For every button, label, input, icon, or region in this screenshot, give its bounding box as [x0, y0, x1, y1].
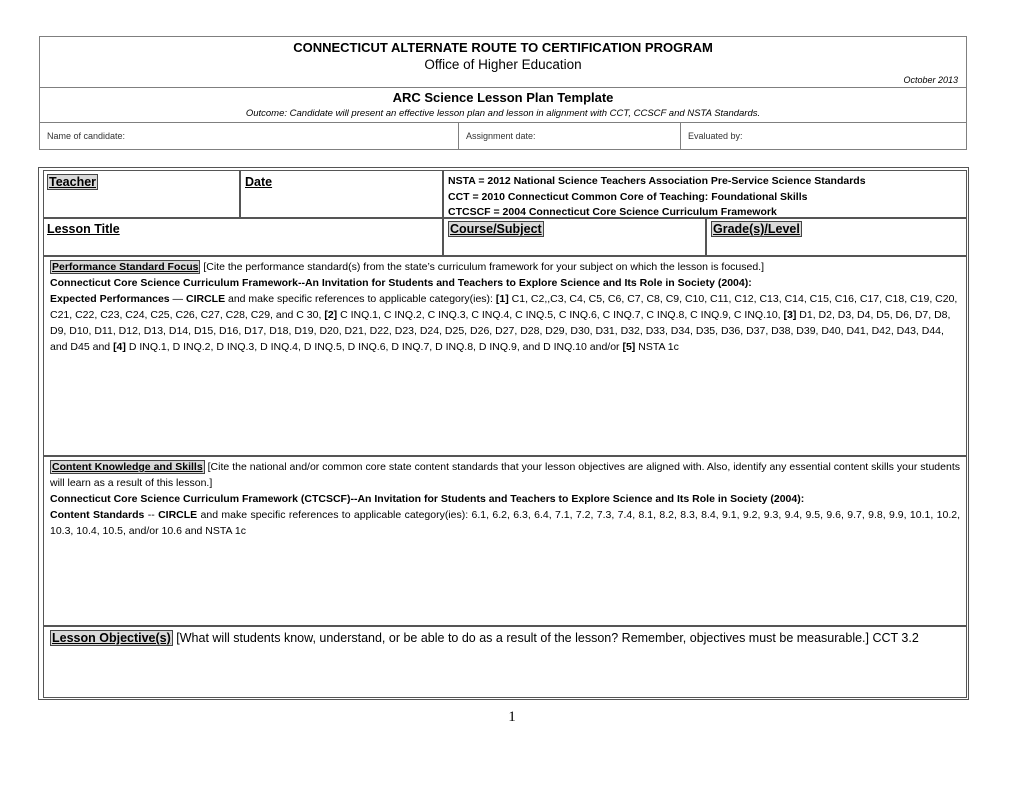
abbreviation-cct: CCT = 2010 Connecticut Common Core of Teaching: Foundational Skills — [448, 190, 808, 203]
performance-standard-cell[interactable] — [43, 256, 967, 456]
expected-performances — [50, 291, 960, 355]
outcome-statement: Outcome: Candidate will present an effective lesson plan and lesson in alignment with CCT, CCSCF and NSTA Standards. — [245, 108, 761, 119]
assignment-date-field[interactable] — [458, 123, 680, 150]
revision-date: October 2013 — [903, 75, 958, 85]
date-cell[interactable] — [240, 170, 443, 218]
lesson-title-label: Lesson Title — [47, 222, 120, 236]
template-title: ARC Science Lesson Plan Template — [392, 90, 614, 105]
teacher-cell[interactable] — [43, 170, 240, 218]
performance-standard-label: Performance Standard Focus — [52, 261, 199, 273]
standards-abbreviations — [443, 170, 967, 218]
assignment-date-label: Assignment date: — [466, 131, 536, 141]
category-3-list: D1, D2, D3, D4, D5, D6, D7, D8, D9, D10, D11, D12, D13, D14, D15, D16, D17, D18, D19, D20, D21, D22, D23, D24, D25, D26, D27, D28, D29, D30, D31, D32, D33, D34, D35, D36, D37, D38, D39, D40, D41, D42, D43, D44, and D45 and — [50, 309, 951, 353]
content-knowledge-intro — [50, 459, 960, 491]
grade-level-label: Grade(s)/Level — [713, 222, 800, 236]
category-4: [4] — [113, 341, 126, 353]
lesson-plan-table — [38, 167, 969, 700]
abbreviation-ctcscf: CTCSCF = 2004 Connecticut Core Science Curriculum Framework — [448, 206, 777, 218]
category-1: [1] — [495, 293, 509, 305]
category-2-list: C INQ.1, C INQ.2, C INQ.3, C INQ.4, C INQ.5, C INQ.6, C INQ.7, C INQ.8, C INQ.9, C INQ.10, — [337, 309, 784, 321]
content-standards — [50, 507, 960, 539]
grade-level-cell[interactable] — [706, 218, 967, 256]
category-4-list: D INQ.1, D INQ.2, D INQ.3, D INQ.4, D INQ.5, D INQ.6, D INQ.7, D INQ.8, D INQ.9, and D INQ.10 and/or — [125, 341, 623, 353]
course-subject-label: Course/Subject — [450, 222, 542, 236]
content-framework-title: Connecticut Core Science Curriculum Framework (CTCSCF)--An Invitation for Students and Teachers to Explore Science and Its Role in Society (2004): — [50, 493, 805, 505]
evaluated-by-field[interactable] — [680, 123, 966, 150]
candidate-name-field[interactable] — [40, 123, 458, 150]
circle-keyword: CIRCLE — [185, 293, 226, 305]
lesson-title-cell[interactable] — [43, 218, 443, 256]
category-3: [3] — [783, 309, 797, 321]
dash: -- — [144, 509, 159, 521]
office-name: Office of Higher Education — [424, 57, 582, 72]
lesson-objectives-label: Lesson Objective(s) — [52, 631, 171, 645]
content-knowledge-label: Content Knowledge and Skills — [52, 461, 203, 473]
teacher-label: Teacher — [49, 175, 97, 189]
dash: — — [169, 293, 186, 305]
expected-performances-label: Expected Performances — [50, 293, 170, 305]
lesson-objectives-cell[interactable] — [43, 626, 967, 698]
document-header — [39, 36, 967, 150]
divider — [40, 87, 966, 88]
abbreviation-nsta: NSTA = 2012 National Science Teachers Association Pre-Service Science Standards — [448, 175, 866, 187]
program-title: CONNECTICUT ALTERNATE ROUTE TO CERTIFICATION PROGRAM — [293, 40, 713, 55]
lesson-objectives-instruction: [What will students know, understand, or be able to do as a result of the lesson? Remember, objectives must be measurable.] CCT 3.2 — [172, 631, 919, 645]
content-standards-label: Content Standards — [50, 509, 145, 521]
category-1-list: C1, C2,,C3, C4, C5, C6, C7, C8, C9, C10, C11, C12, C13, C14, C15, C16, C17, C18, C19, C20, C21, C22, C23, C24, C25, C26, C27, C28, C29, and C 30, — [50, 293, 958, 321]
circle-keyword: CIRCLE — [158, 509, 198, 521]
performance-standard-instruction: [Cite the performance standard(s) from the state’s curriculum framework for your subject on which the lesson is focused.] — [200, 261, 765, 273]
content-knowledge-cell[interactable] — [43, 456, 967, 626]
category-2: [2] — [324, 309, 338, 321]
evaluated-by-label: Evaluated by: — [688, 131, 743, 141]
course-subject-cell[interactable] — [443, 218, 706, 256]
date-label: Date — [245, 175, 273, 189]
circle-instruction: and make specific references to applicable category(ies): — [225, 293, 496, 305]
category-5: [5] — [622, 341, 636, 353]
content-knowledge-instruction: [Cite the national and/or common core state content standards that your lesson objectives are aligned with. Also, identify any essential content skills your students will learn as a result of this lesson.] — [50, 461, 960, 489]
page-number: 1 — [508, 709, 516, 725]
performance-standard-intro — [50, 259, 960, 275]
candidate-name-label: Name of candidate: — [47, 131, 126, 141]
performance-framework-title: Connecticut Core Science Curriculum Framework--An Invitation for Students and Teachers to Explore Science and Its Role in Society (2004): — [50, 277, 752, 289]
content-standards-list: and make specific references to applicable category(ies): 6.1, 6.2, 6.3, 6.4, 7.1, 7.2, 7.3, 7.4, 8.1, 8.2, 8.3, 8.4, 9.1, 9.2, 9.3, 9.4, 9.5, 9.6, 9.7, 9.8, 9.9, 10.1, 10.2, 10.3, 10.4, 10.5, and/or 10.6 and NSTA 1c — [50, 509, 960, 537]
category-5-list: NSTA 1c — [635, 341, 679, 353]
